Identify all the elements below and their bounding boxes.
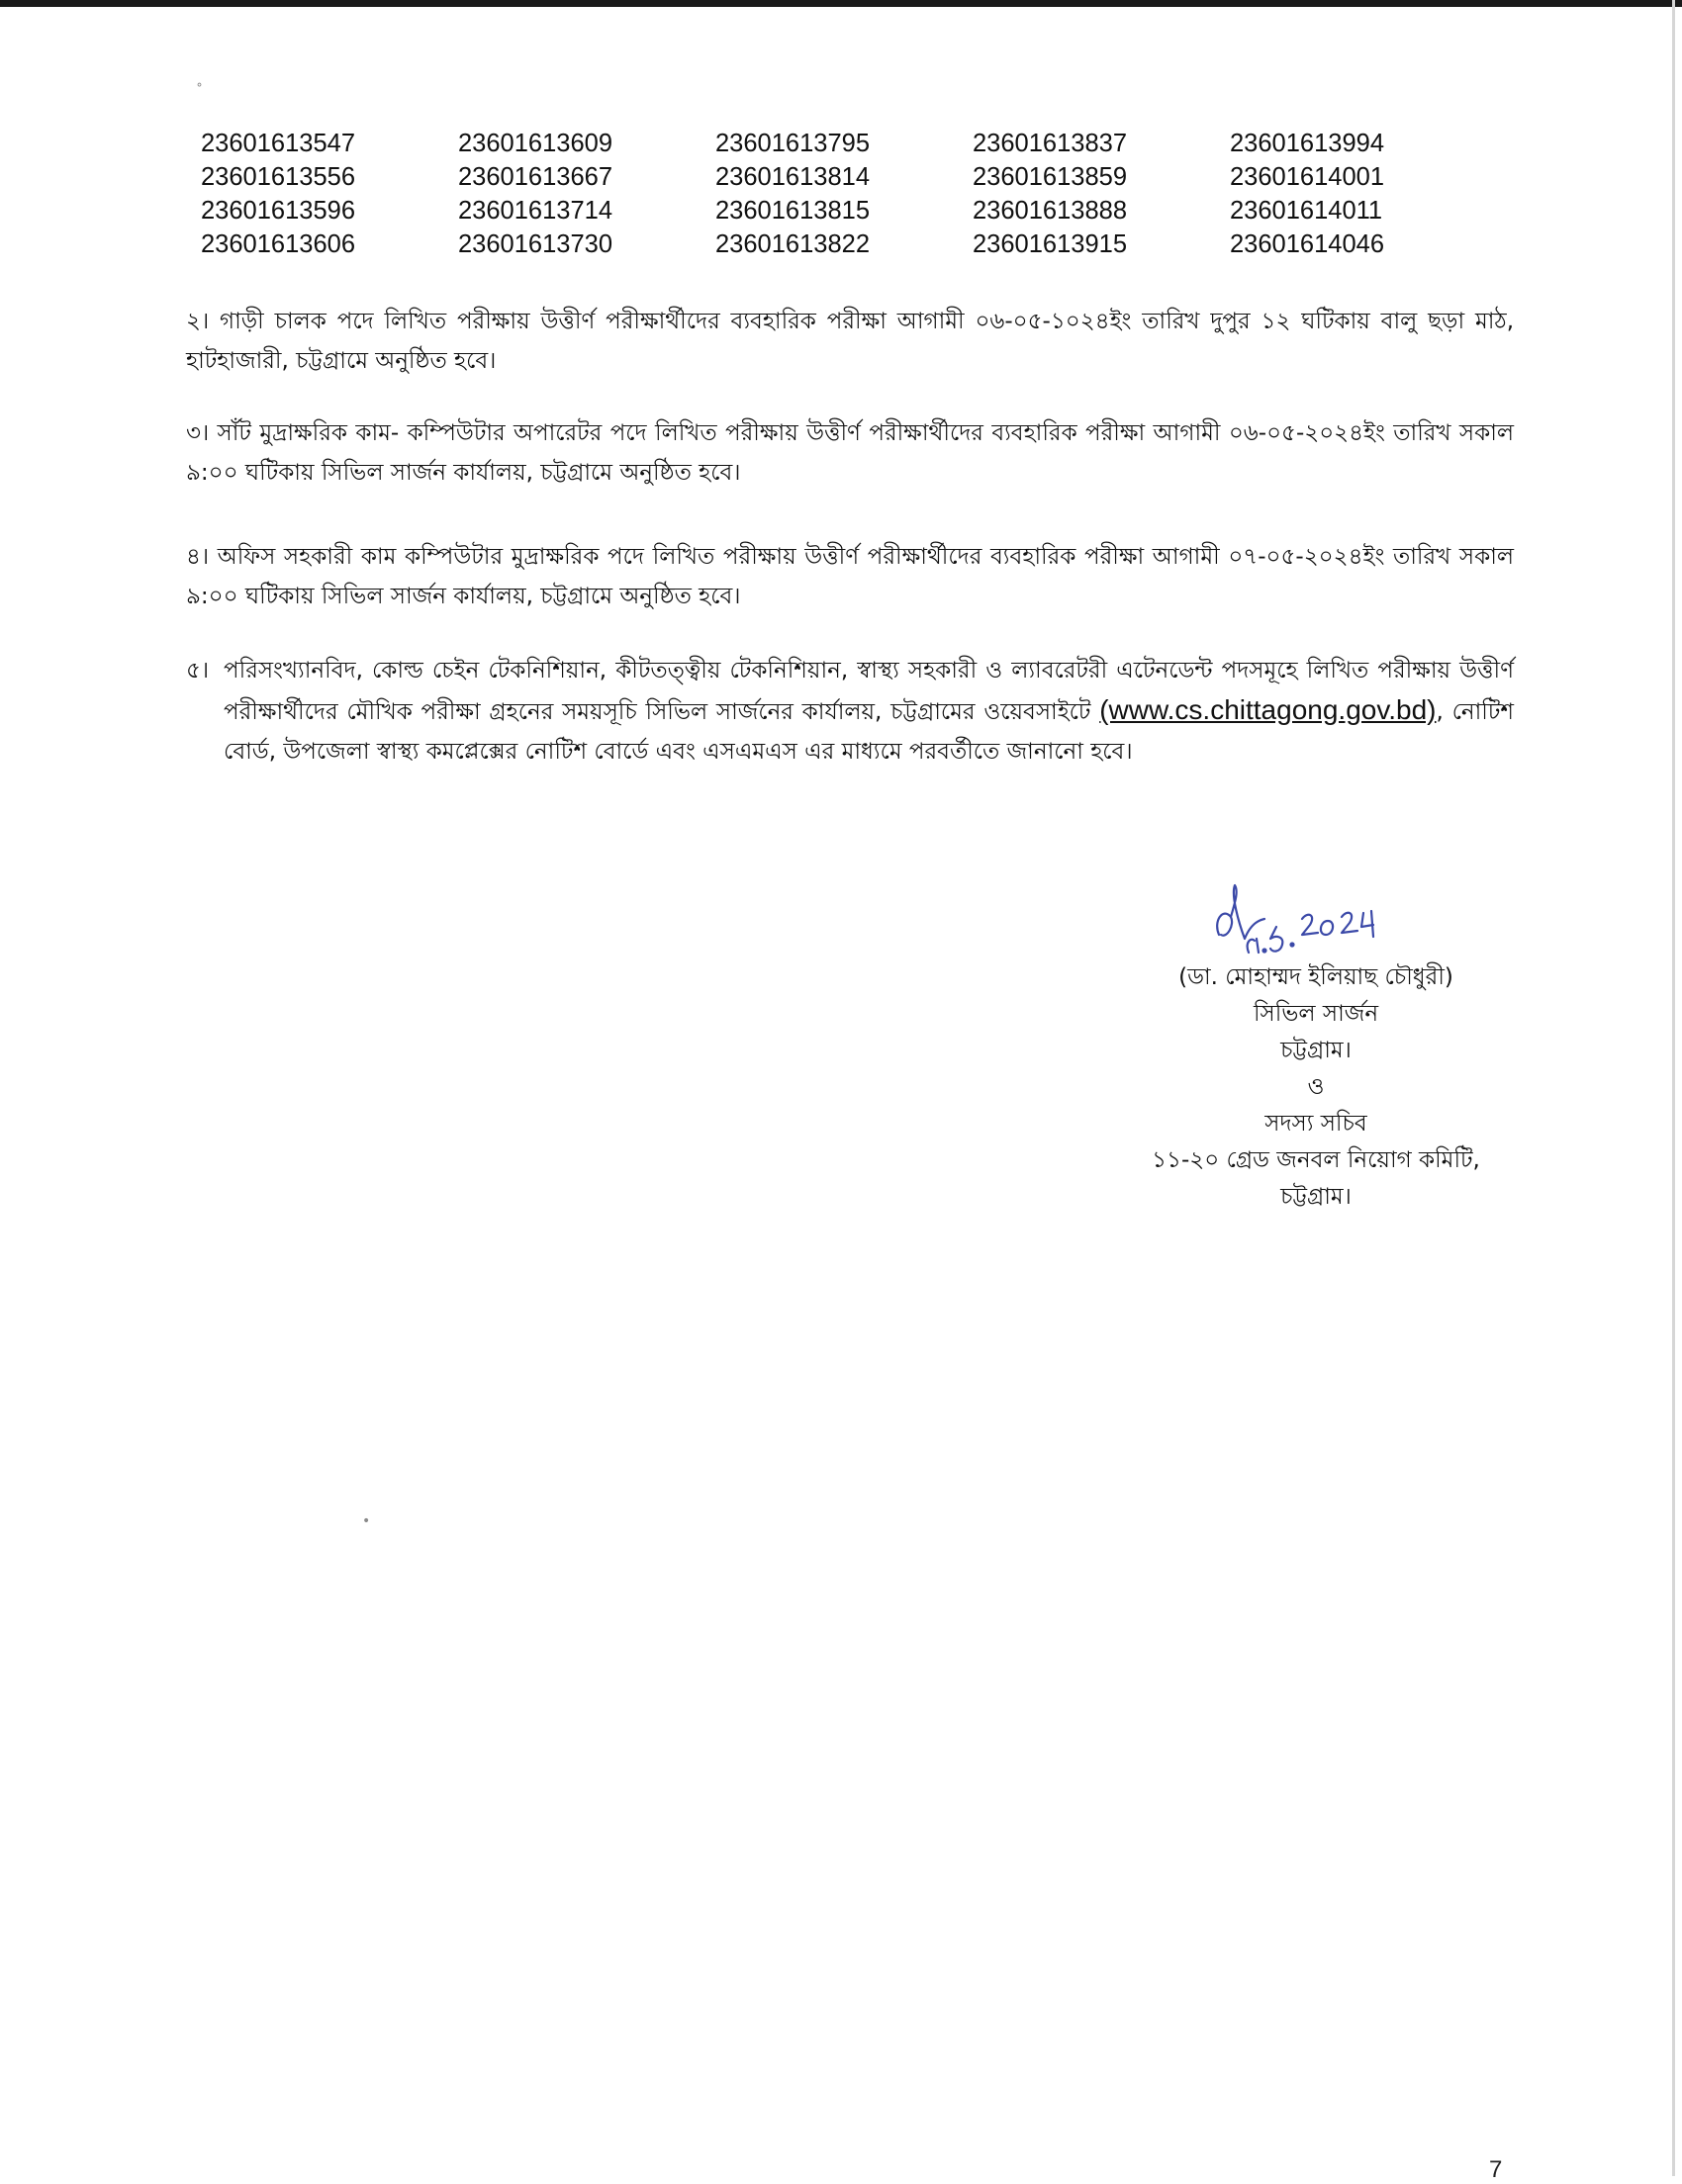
roll-number-table — [201, 127, 1487, 261]
notice-paragraph-4: ৪। অফিস সহকারী কাম কম্পিউটার মুদ্রাক্ষরিক পদে লিখিত পরীক্ষায় উত্তীর্ণ পরীক্ষার্থীদের ব্যবহারিক পরীক্ষা আগামী ০৭-০৫-২০২৪ইং তারিখ সকাল ৯:০০ ঘটিকায় সিভিল সার্জন কার্যালয়, চট্টগ্রামে অনুষ্ঠিত হবে। — [186, 544, 1514, 609]
roll-number: 23601613714 — [458, 197, 613, 225]
roll-number: 23601613609 — [458, 130, 613, 157]
signatory-name: (ডা. মোহাম্মদ ইলিয়াছ চৌধুরী) — [1178, 964, 1453, 990]
scan-right-edge — [1672, 0, 1675, 2176]
conjunction: ও — [1307, 1074, 1325, 1100]
roll-number: 23601613888 — [973, 197, 1128, 225]
roll-number: 23601613822 — [715, 230, 871, 258]
roll-number: 23601613915 — [973, 230, 1128, 258]
table-row — [201, 228, 1487, 261]
signatory-title: সিভিল সার্জন — [1253, 1001, 1379, 1027]
signatory-place: চট্টগ্রাম। — [1280, 1038, 1352, 1063]
roll-number: 23601613667 — [458, 163, 613, 191]
table-row — [201, 160, 1487, 194]
roll-number: 23601613596 — [201, 197, 356, 225]
table-row — [201, 127, 1487, 160]
signatory-role: সদস্য সচিব — [1264, 1111, 1367, 1137]
paragraph-body — [224, 651, 1514, 772]
roll-number: 23601614011 — [1230, 197, 1383, 225]
roll-number: 23601613814 — [715, 163, 871, 191]
paragraph-number: ৫। — [186, 658, 210, 683]
signature-block — [1069, 959, 1563, 1216]
notice-paragraph-5 — [186, 651, 1514, 772]
notice-paragraph-2: ২। গাড়ী চালক পদে লিখিত পরীক্ষায় উত্তীর্ণ পরীক্ষার্থীদের ব্যবহারিক পরীক্ষা আগামী ০৬-০৫-১০২৪ইং তারিখ দুপুর ১২ ঘটিকায় বালু ছড়া মাঠ, হাটহাজারী, চট্টগ্রামে অনুষ্ঠিত হবে। — [186, 309, 1514, 374]
roll-number: 23601613859 — [973, 163, 1128, 191]
roll-number: 23601614046 — [1230, 230, 1385, 258]
roll-number: 23601613556 — [201, 163, 356, 191]
signatory-place-2: চট্টগ্রাম। — [1280, 1184, 1352, 1210]
roll-number: 23601613994 — [1230, 130, 1385, 157]
page-number: 7 — [1489, 2156, 1503, 2183]
scan-speck: ˚ — [196, 83, 203, 99]
scan-speck: • — [362, 1513, 371, 1529]
paragraph-text: , নোটিশ বোর্ড, উপজেলা স্বাস্থ্য কমপ্লেক্সের নোটিশ বোর্ডে এবং এসএমএস এর মাধ্যমে পরবর্তীতে জানানো হবে। — [224, 699, 1515, 765]
notice-paragraph-3: ৩। সাঁট মুদ্রাক্ষরিক কাম- কম্পিউটার অপারেটর পদে লিখিত পরীক্ষায় উত্তীর্ণ পরীক্ষার্থীদের ব্যবহারিক পরীক্ষা আগামী ০৬-০৫-২০২৪ইং তারিখ সকাল ৯:০০ ঘটিকায় সিভিল সার্জন কার্যালয়, চট্টগ্রামে অনুষ্ঠিত হবে। — [186, 420, 1514, 486]
committee-name: ১১-২০ গ্রেড জনবল নিয়োগ কমিটি, — [1152, 1147, 1480, 1173]
roll-number: 23601613730 — [458, 230, 613, 258]
scan-top-edge — [0, 0, 1682, 7]
roll-number: 23601613606 — [201, 230, 356, 258]
roll-number: 23601613837 — [973, 130, 1128, 157]
paragraph-text: পরিসংখ্যানবিদ, কোল্ড চেইন টেকনিশিয়ান, কীটতত্ত্বীয় টেকনিশিয়ান, স্বাস্থ্য সহকারী ও ল্যাবরেটরী এটেনডেন্ট পদসমূহে লিখিত পরীক্ষায় উত্তীর্ণ পরীক্ষার্থীদের মৌখিক পরীক্ষা গ্রহনের সময়সূচি সিভিল সার্জনের কার্যালয়, চট্টগ্রামের ওয়েবসাইটে — [224, 658, 1514, 725]
website-link[interactable]: (www.cs.chittagong.gov.bd) — [1099, 694, 1437, 725]
roll-number: 23601613815 — [715, 197, 871, 225]
roll-number: 23601613795 — [715, 130, 871, 157]
roll-number: 23601613547 — [201, 130, 356, 157]
handwritten-signature — [1205, 873, 1423, 962]
roll-number: 23601614001 — [1230, 163, 1385, 191]
table-row — [201, 194, 1487, 228]
